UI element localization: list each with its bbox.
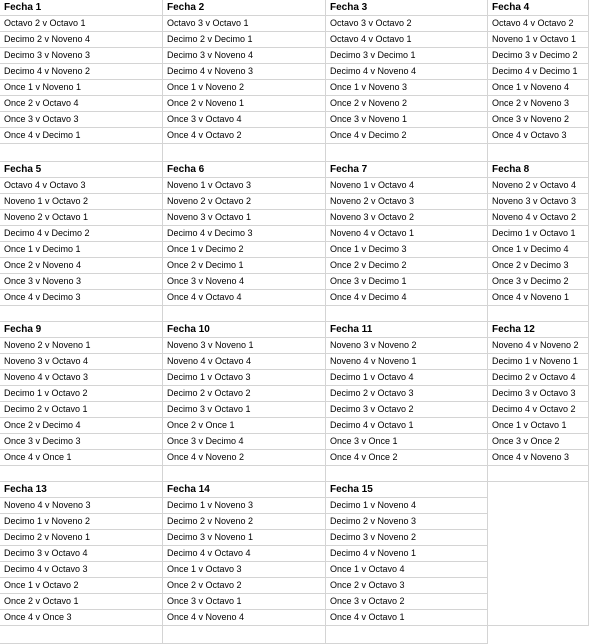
match-cell[interactable]: Decimo 3 v Octavo 4 (0, 546, 163, 562)
match-cell[interactable]: Noveno 2 v Octavo 2 (163, 194, 326, 210)
round-header[interactable]: Fecha 3 (326, 0, 488, 16)
round-header[interactable]: Fecha 4 (488, 0, 589, 16)
match-cell[interactable]: Once 3 v Once 1 (326, 434, 488, 450)
empty-cell[interactable] (163, 466, 326, 482)
round-header[interactable]: Fecha 14 (163, 482, 326, 498)
match-cell[interactable]: Once 4 v Decimo 1 (0, 128, 163, 144)
match-cell[interactable]: Once 2 v Decimo 2 (326, 258, 488, 274)
round-header[interactable]: Fecha 13 (0, 482, 163, 498)
match-cell[interactable]: Noveno 4 v Octavo 1 (326, 226, 488, 242)
match-cell[interactable]: Decimo 2 v Octavo 4 (488, 370, 589, 386)
match-cell[interactable]: Decimo 4 v Noveno 4 (326, 64, 488, 80)
match-cell[interactable]: Decimo 3 v Noveno 3 (0, 48, 163, 64)
match-cell[interactable]: Decimo 1 v Octavo 3 (163, 370, 326, 386)
match-cell[interactable]: Decimo 4 v Octavo 3 (0, 562, 163, 578)
match-cell[interactable]: Once 1 v Noveno 3 (326, 80, 488, 96)
match-cell[interactable]: Decimo 3 v Decimo 1 (326, 48, 488, 64)
match-cell[interactable]: Once 3 v Noveno 4 (163, 274, 326, 290)
match-cell[interactable]: Noveno 3 v Noveno 2 (326, 338, 488, 354)
round-header[interactable]: Fecha 2 (163, 0, 326, 16)
match-cell[interactable]: Decimo 2 v Noveno 3 (326, 514, 488, 530)
match-cell[interactable]: Octavo 3 v Octavo 1 (163, 16, 326, 32)
match-cell[interactable]: Decimo 1 v Octavo 2 (0, 386, 163, 402)
match-cell[interactable]: Decimo 1 v Noveno 2 (0, 514, 163, 530)
match-cell[interactable]: Once 1 v Decimo 4 (488, 242, 589, 258)
match-cell[interactable]: Once 1 v Decimo 2 (163, 242, 326, 258)
match-cell[interactable]: Noveno 4 v Noveno 2 (488, 338, 589, 354)
match-cell[interactable]: Once 4 v Octavo 3 (488, 128, 589, 144)
empty-cell[interactable] (326, 466, 488, 482)
match-cell[interactable]: Noveno 3 v Octavo 1 (163, 210, 326, 226)
empty-cell[interactable] (488, 482, 589, 626)
match-cell[interactable]: Decimo 4 v Octavo 4 (163, 546, 326, 562)
match-cell[interactable]: Once 4 v Decimo 3 (0, 290, 163, 306)
match-cell[interactable]: Decimo 3 v Octavo 2 (326, 402, 488, 418)
match-cell[interactable]: Once 4 v Decimo 4 (326, 290, 488, 306)
match-cell[interactable]: Once 3 v Once 2 (488, 434, 589, 450)
match-cell[interactable]: Decimo 4 v Noveno 2 (0, 64, 163, 80)
empty-cell[interactable] (163, 306, 326, 322)
match-cell[interactable]: Noveno 4 v Octavo 3 (0, 370, 163, 386)
match-cell[interactable]: Decimo 2 v Octavo 2 (163, 386, 326, 402)
match-cell[interactable]: Once 2 v Noveno 3 (488, 96, 589, 112)
match-cell[interactable]: Once 3 v Octavo 2 (326, 594, 488, 610)
match-cell[interactable]: Noveno 3 v Octavo 4 (0, 354, 163, 370)
match-cell[interactable]: Once 2 v Noveno 2 (326, 96, 488, 112)
match-cell[interactable]: Decimo 4 v Decimo 3 (163, 226, 326, 242)
match-cell[interactable]: Once 3 v Noveno 3 (0, 274, 163, 290)
match-cell[interactable]: Noveno 1 v Octavo 2 (0, 194, 163, 210)
match-cell[interactable]: Once 3 v Noveno 2 (488, 112, 589, 128)
match-cell[interactable]: Once 4 v Octavo 1 (326, 610, 488, 626)
round-header[interactable]: Fecha 12 (488, 322, 589, 338)
match-cell[interactable]: Once 4 v Decimo 2 (326, 128, 488, 144)
match-cell[interactable]: Noveno 3 v Octavo 2 (326, 210, 488, 226)
match-cell[interactable]: Noveno 1 v Octavo 1 (488, 32, 589, 48)
match-cell[interactable]: Noveno 3 v Noveno 1 (163, 338, 326, 354)
empty-cell[interactable] (488, 466, 589, 482)
match-cell[interactable]: Decimo 3 v Noveno 4 (163, 48, 326, 64)
match-cell[interactable]: Once 4 v Noveno 1 (488, 290, 589, 306)
match-cell[interactable]: Decimo 2 v Octavo 1 (0, 402, 163, 418)
empty-cell[interactable] (326, 626, 488, 644)
match-cell[interactable]: Octavo 3 v Octavo 2 (326, 16, 488, 32)
empty-cell[interactable] (326, 144, 488, 162)
match-cell[interactable]: Once 3 v Decimo 4 (163, 434, 326, 450)
match-cell[interactable]: Octavo 4 v Octavo 1 (326, 32, 488, 48)
match-cell[interactable]: Once 3 v Decimo 3 (0, 434, 163, 450)
round-header[interactable]: Fecha 15 (326, 482, 488, 498)
match-cell[interactable]: Once 3 v Noveno 1 (326, 112, 488, 128)
match-cell[interactable]: Once 4 v Octavo 4 (163, 290, 326, 306)
match-cell[interactable]: Once 1 v Noveno 1 (0, 80, 163, 96)
match-cell[interactable]: Once 3 v Octavo 4 (163, 112, 326, 128)
match-cell[interactable]: Once 1 v Octavo 4 (326, 562, 488, 578)
round-header[interactable]: Fecha 7 (326, 162, 488, 178)
round-header[interactable]: Fecha 5 (0, 162, 163, 178)
round-header[interactable]: Fecha 6 (163, 162, 326, 178)
match-cell[interactable]: Noveno 1 v Octavo 3 (163, 178, 326, 194)
match-cell[interactable]: Once 2 v Once 1 (163, 418, 326, 434)
match-cell[interactable]: Once 1 v Octavo 1 (488, 418, 589, 434)
match-cell[interactable]: Once 4 v Noveno 2 (163, 450, 326, 466)
match-cell[interactable]: Once 4 v Noveno 3 (488, 450, 589, 466)
empty-cell[interactable] (326, 306, 488, 322)
match-cell[interactable]: Once 2 v Octavo 4 (0, 96, 163, 112)
match-cell[interactable]: Decimo 3 v Noveno 1 (163, 530, 326, 546)
round-header[interactable]: Fecha 10 (163, 322, 326, 338)
match-cell[interactable]: Once 2 v Octavo 1 (0, 594, 163, 610)
match-cell[interactable]: Noveno 2 v Octavo 4 (488, 178, 589, 194)
match-cell[interactable]: Decimo 4 v Octavo 1 (326, 418, 488, 434)
empty-cell[interactable] (163, 626, 326, 644)
empty-cell[interactable] (488, 306, 589, 322)
empty-cell[interactable] (0, 466, 163, 482)
match-cell[interactable]: Decimo 3 v Decimo 2 (488, 48, 589, 64)
match-cell[interactable]: Decimo 2 v Noveno 2 (163, 514, 326, 530)
empty-cell[interactable] (0, 144, 163, 162)
match-cell[interactable]: Once 2 v Decimo 4 (0, 418, 163, 434)
round-header[interactable]: Fecha 8 (488, 162, 589, 178)
match-cell[interactable]: Once 4 v Once 2 (326, 450, 488, 466)
empty-cell[interactable] (163, 144, 326, 162)
match-cell[interactable]: Decimo 1 v Octavo 4 (326, 370, 488, 386)
match-cell[interactable]: Noveno 4 v Octavo 2 (488, 210, 589, 226)
match-cell[interactable]: Noveno 2 v Noveno 1 (0, 338, 163, 354)
match-cell[interactable]: Octavo 4 v Octavo 3 (0, 178, 163, 194)
match-cell[interactable]: Once 1 v Decimo 3 (326, 242, 488, 258)
round-header[interactable]: Fecha 1 (0, 0, 163, 16)
match-cell[interactable]: Once 2 v Noveno 4 (0, 258, 163, 274)
match-cell[interactable]: Once 2 v Decimo 3 (488, 258, 589, 274)
match-cell[interactable]: Once 4 v Noveno 4 (163, 610, 326, 626)
match-cell[interactable]: Decimo 2 v Octavo 3 (326, 386, 488, 402)
match-cell[interactable]: Noveno 3 v Octavo 3 (488, 194, 589, 210)
match-cell[interactable]: Once 4 v Once 3 (0, 610, 163, 626)
match-cell[interactable]: Decimo 4 v Noveno 1 (326, 546, 488, 562)
match-cell[interactable]: Once 1 v Octavo 3 (163, 562, 326, 578)
match-cell[interactable]: Once 2 v Noveno 1 (163, 96, 326, 112)
match-cell[interactable]: Once 4 v Octavo 2 (163, 128, 326, 144)
match-cell[interactable]: Decimo 2 v Noveno 4 (0, 32, 163, 48)
match-cell[interactable]: Noveno 4 v Octavo 4 (163, 354, 326, 370)
match-cell[interactable]: Decimo 3 v Octavo 1 (163, 402, 326, 418)
match-cell[interactable]: Once 3 v Octavo 1 (163, 594, 326, 610)
match-cell[interactable]: Decimo 1 v Noveno 3 (163, 498, 326, 514)
match-cell[interactable]: Once 4 v Once 1 (0, 450, 163, 466)
match-cell[interactable]: Once 2 v Octavo 3 (326, 578, 488, 594)
match-cell[interactable]: Once 1 v Noveno 4 (488, 80, 589, 96)
empty-cell[interactable] (0, 306, 163, 322)
match-cell[interactable]: Once 1 v Noveno 2 (163, 80, 326, 96)
match-cell[interactable]: Octavo 4 v Octavo 2 (488, 16, 589, 32)
match-cell[interactable]: Decimo 2 v Decimo 1 (163, 32, 326, 48)
match-cell[interactable]: Decimo 4 v Octavo 2 (488, 402, 589, 418)
match-cell[interactable]: Once 2 v Decimo 1 (163, 258, 326, 274)
match-cell[interactable]: Decimo 1 v Octavo 1 (488, 226, 589, 242)
match-cell[interactable]: Once 2 v Octavo 2 (163, 578, 326, 594)
match-cell[interactable]: Decimo 3 v Octavo 3 (488, 386, 589, 402)
match-cell[interactable]: Noveno 4 v Noveno 3 (0, 498, 163, 514)
match-cell[interactable]: Decimo 3 v Noveno 2 (326, 530, 488, 546)
match-cell[interactable]: Once 3 v Decimo 1 (326, 274, 488, 290)
match-cell[interactable]: Octavo 2 v Octavo 1 (0, 16, 163, 32)
match-cell[interactable]: Decimo 1 v Noveno 4 (326, 498, 488, 514)
match-cell[interactable]: Decimo 4 v Noveno 3 (163, 64, 326, 80)
match-cell[interactable]: Once 1 v Octavo 2 (0, 578, 163, 594)
round-header[interactable]: Fecha 9 (0, 322, 163, 338)
match-cell[interactable]: Decimo 4 v Decimo 1 (488, 64, 589, 80)
match-cell[interactable]: Noveno 2 v Octavo 1 (0, 210, 163, 226)
match-cell[interactable]: Noveno 2 v Octavo 3 (326, 194, 488, 210)
match-cell[interactable]: Decimo 2 v Noveno 1 (0, 530, 163, 546)
round-header[interactable]: Fecha 11 (326, 322, 488, 338)
match-cell[interactable]: Once 1 v Decimo 1 (0, 242, 163, 258)
match-cell[interactable]: Decimo 1 v Noveno 1 (488, 354, 589, 370)
empty-cell[interactable] (488, 144, 589, 162)
match-cell[interactable]: Once 3 v Decimo 2 (488, 274, 589, 290)
match-cell[interactable]: Noveno 1 v Octavo 4 (326, 178, 488, 194)
match-cell[interactable]: Decimo 4 v Decimo 2 (0, 226, 163, 242)
match-cell[interactable]: Noveno 4 v Noveno 1 (326, 354, 488, 370)
empty-cell[interactable] (0, 626, 163, 644)
match-cell[interactable]: Once 3 v Octavo 3 (0, 112, 163, 128)
